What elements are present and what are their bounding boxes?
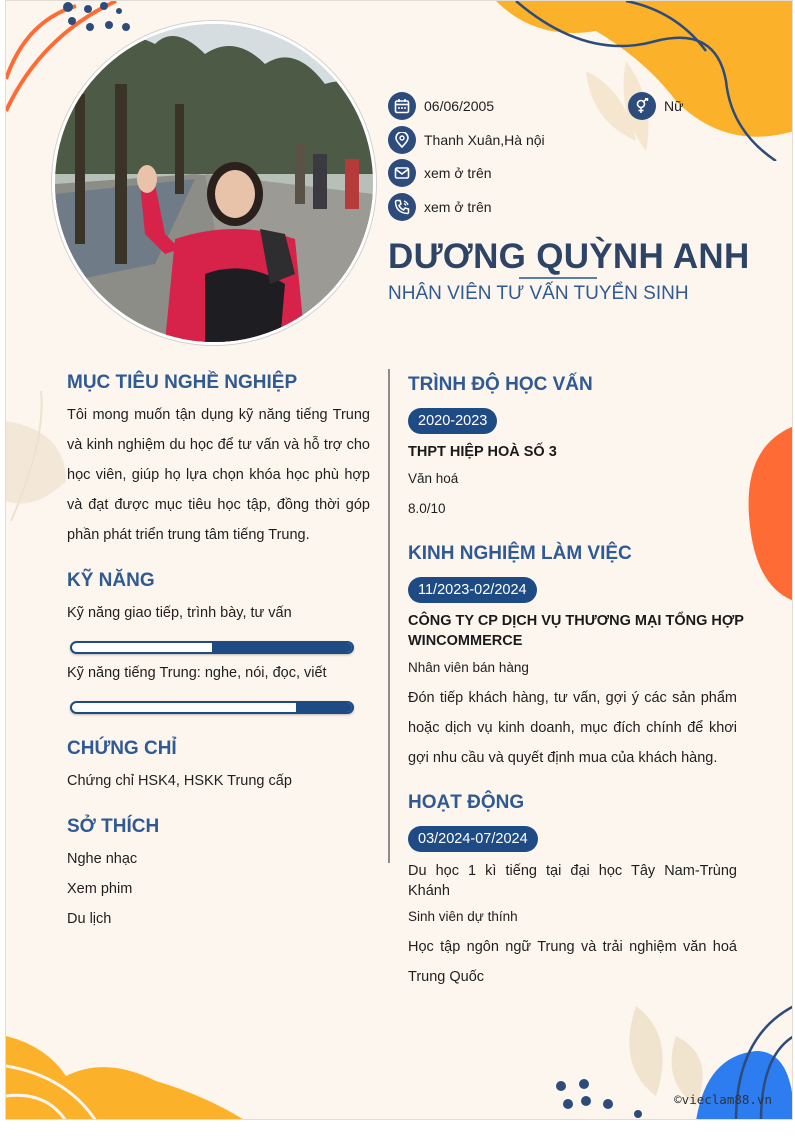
school-name: THPT HIỆP HOÀ SỐ 3 xyxy=(408,444,557,460)
activity-period-badge: 03/2024-07/2024 xyxy=(408,826,538,852)
activity-name: Du học 1 kì tiếng tại đại học Tây Nam-Trùng Khánh xyxy=(408,863,737,899)
bottom-left-decoration xyxy=(6,1036,266,1120)
hobbies-heading: SỞ THÍCH xyxy=(67,816,160,837)
job-description: Đón tiếp khách hàng, tư vấn, gợi ý các sản phẩm hoặc dịch vụ kinh doanh, mục đích chính để khơi gợi nhu cầu và quyết định mua của khách hàng. xyxy=(408,690,737,766)
skills-heading: KỸ NĂNG xyxy=(67,570,155,591)
resume-page xyxy=(5,0,793,1120)
gender-icon xyxy=(628,92,656,120)
location-icon xyxy=(388,126,416,154)
phone-row xyxy=(388,193,492,221)
address-row xyxy=(388,126,545,154)
activity-role: Sinh viên dự thính xyxy=(408,909,518,924)
hobby-item: Du lịch xyxy=(67,911,112,927)
skill-bar-1 xyxy=(70,641,354,654)
right-orange-blob xyxy=(744,426,793,606)
experience-period-badge: 11/2023-02/2024 xyxy=(408,577,537,603)
email-row xyxy=(388,159,492,187)
objective-heading: MỤC TIÊU NGHỀ NGHIỆP xyxy=(67,372,298,393)
column-divider xyxy=(388,369,390,863)
profile-photo xyxy=(52,21,376,345)
phone-text: xem ở trên xyxy=(424,199,492,215)
hobby-item: Nghe nhạc xyxy=(67,851,138,867)
education-score: 8.0/10 xyxy=(408,501,446,516)
objective-text: Tôi mong muốn tận dụng kỹ năng tiếng Trung và kinh nghiệm du học để tư vấn và hỗ trợ cho học viên, giúp họ lựa chọn khóa học phù hợp và đạt được mục tiêu học tập, đồng thời góp phần phát triển trung tâm tiếng Trung. xyxy=(67,407,370,543)
education-heading: TRÌNH ĐỘ HỌC VẤN xyxy=(408,374,593,395)
education-major: Văn hoá xyxy=(408,471,459,486)
experience-heading: KINH NGHIỆM LÀM VIỆC xyxy=(408,543,632,564)
birthday-row xyxy=(388,92,494,120)
calendar-icon xyxy=(388,92,416,120)
skill-bar-1-fill xyxy=(212,643,352,652)
watermark: ©vieclam88.vn xyxy=(674,1092,772,1107)
address-text: Thanh Xuân,Hà nội xyxy=(424,132,545,148)
mail-icon xyxy=(388,159,416,187)
activity-description: Học tập ngôn ngữ Trung và trải nghiệm văn hoá Trung Quốc xyxy=(408,939,737,985)
gender-row xyxy=(628,92,683,120)
skill-label-2: Kỹ năng tiếng Trung: nghe, nói, đọc, viết xyxy=(67,665,327,681)
activities-heading: HOẠT ĐỘNG xyxy=(408,792,525,813)
company-name: CÔNG TY CP DỊCH VỤ THƯƠNG MẠI TỔNG HỢP WINCOMMERCE xyxy=(408,613,744,649)
skill-label-1: Kỹ năng giao tiếp, trình bày, tư vấn xyxy=(67,605,292,621)
email-text: xem ở trên xyxy=(424,165,492,181)
gender-text: Nữ xyxy=(664,98,684,114)
left-leaf-decoration xyxy=(6,381,76,541)
job-title: NHÂN VIÊN TƯ VẤN TUYỂN SINH xyxy=(388,283,689,304)
name-underline xyxy=(519,277,597,279)
birthday-text: 06/06/2005 xyxy=(424,98,495,114)
full-name: DƯƠNG QUỲNH ANH xyxy=(388,237,750,276)
skill-bar-2-fill xyxy=(296,703,352,712)
certificate-item: Chứng chỉ HSK4, HSKK Trung cấp xyxy=(67,773,292,789)
certificates-heading: CHỨNG CHỈ xyxy=(67,738,177,759)
hobby-item: Xem phim xyxy=(67,881,133,897)
skill-bar-2 xyxy=(70,701,354,714)
phone-icon xyxy=(388,193,416,221)
job-position: Nhân viên bán hàng xyxy=(408,660,529,675)
education-period-badge: 2020-2023 xyxy=(408,408,497,434)
